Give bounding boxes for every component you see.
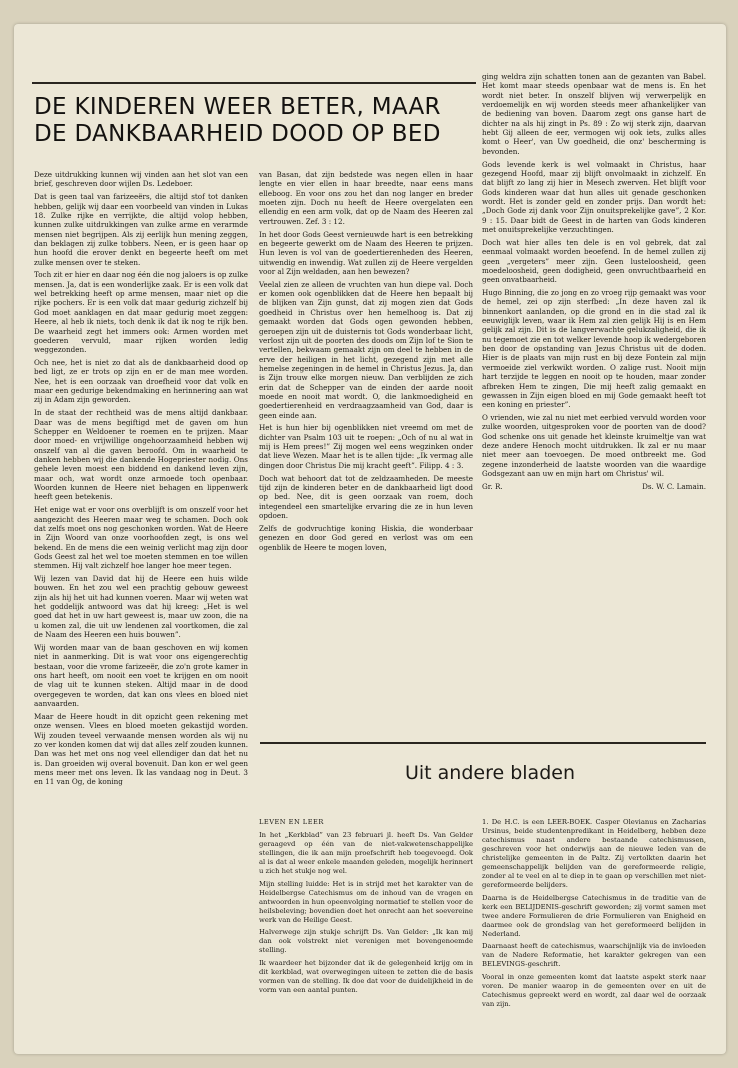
paragraph: 1. De H.C. is een LEER-BOEK. Casper Olevianus en Zacharias Ursinus, beide studentenpredikant in Heidelberg, hebben deze catechismus naast andere bestaande catechismussen, geschreven voor het onderwijs aan de nieuwe leden van de christelijke gemeenten in de Paltz. Zij vertolkten daarin het gemeenschappelijk belijden van de gereformeerde religie, zonder al te veel en al te diep in te gaan op verschillen met niet-gereformeerde belijders. [482, 818, 706, 889]
paragraph: Zelfs de godvruchtige koning Hiskia, die wonderbaar genezen en door God gered en verlost was om een ogenblik de Heere te mogen loven, [259, 523, 473, 552]
newspaper-page [14, 24, 726, 1054]
paragraph: Dat is geen taal van farizeeërs, die altijd stof tot danken hebben, gelijk wij daar een voorbeeld van vinden in Lukas 18. Zulke rijke en verrijkte, die altijd volop hebben, kunnen zulke uitdrukkingen van zulke arme en verarmde mensen niet begrijpen. Als zij eerlijk hun mening zeggen, dan beklagen zij zulke tobbers. Neen, er is geen haar op hun hoofd die erover denkt en begeerte heeft om met zulke mensen over te steken. [34, 192, 248, 267]
section-heading: LEVEN EN LEER [259, 818, 324, 826]
paragraph: Gods levende kerk is wel volmaakt in Christus, haar gezegend Hoofd, maar zij blijft onvolmaakt in zichzelf. En dat blijft zo lang zij hier in Mesech zwerven. Het blijft voor Gods kinderen waar dat hun alles uit genade geschonken wordt. Het is zonder geld en zonder prijs. Dan wordt het: „Doch Gode zij dank voor Zijn onuitsprekelijke gave”, 2 Kor. 9 : 15. Daar bidt de Geest in de harten van Gods kinderen met onuitsprekelijke verzuchtingen. [482, 159, 706, 234]
paragraph: Och nee, het is niet zo dat als de dankbaarheid dood op bed ligt, ze er trots op zijn en er de man mee worden. Nee, het is een oorzaak van droefheid voor dat volk en maar een gedurige bekendmaking en herinnering aan wat zij in Adam zijn geworden. [34, 358, 248, 405]
paragraph: O vrienden, wie zal nu niet met eerbied vervuld worden voor zulke woorden, uitgesproken voor de poorten van de dood? God schenke ons uit genade het kleinste kruimeltje van wat deze andere Henoch mocht uitdrukken. Ik zal er nu maar niet meer aan toevoegen. De moed ontbreekt me. God zegene inzonderheid de laatste woorden van die waardige Godsgezant aan uw en mijn hart om Christus' wil. [482, 413, 706, 479]
paragraph: Daarna is de Heidelbergse Catechismus in de traditie van de kerk een BELIJDENIS-geschrift geworden; zij vormt samen met twee andere Formulieren de drie Formulieren van Enigheid en daarmee ook de grondslag van het gereformeerd belijden in Nederland. [482, 893, 706, 938]
paragraph: Toch zit er hier en daar nog één die nog jaloers is op zulke mensen. Ja, dat is een wonderlijke zaak. Er is een volk dat wel betrekking heeft op arme mensen, maar niet op die rijke pochers. Er is een volk dat maar gedurig zichzelf bij God moet aanklagen en dat maar gedurig moet zeggen: Heere, al heb ik niets, toch denk ik dat ik nog te rijk ben. De waarheid zegt het immers ook: Armen worden met goederen vervuld, maar rijken worden ledig weggezonden. [34, 270, 248, 355]
column-2 [259, 170, 473, 555]
top-rule [32, 82, 476, 84]
column-2b [259, 818, 473, 998]
column-3b [482, 818, 706, 1012]
paragraph: Maar de Heere houdt in dit opzicht geen rekening met onze wensen. Vlees en bloed moeten gekastijd worden. Wij zouden teveel verwaande mensen worden als wij nu zo ver konden komen dat wij dat alles zelf zouden kunnen. Dan was het met ons nog veel ellendiger dan dat het nu is. Dan groeiden wij overal bovenuit. Dan kon er wel geen mens meer met ons leven. Ik las vandaag nog in Deut. 3 en 11 van Og, de koning [34, 711, 248, 787]
paragraph: Deze uitdrukking kunnen wij vinden aan het slot van een brief, geschreven door wijlen Ds. Ledeboer. [34, 170, 248, 189]
paragraph: Vooral in onze gemeenten komt dat laatste aspekt sterk naar voren. De manier waarop in de gemeenten over en uit de Catechismus gepreekt werd en wordt, zal daar wel de oorzaak van zijn. [482, 972, 706, 1008]
paragraph: Het is hun hier bij ogenblikken niet vreemd om met de dichter van Psalm 103 uit te roepen: „Och of nu al wat in mij is Hem prees!” Zij mogen wel eens wegzinken onder dat lieve Wezen. Maar het is te allen tijde: „Ik vermag alle dingen door Christus Die mij kracht geeft”. Filipp. 4 : 3. [259, 423, 473, 470]
paragraph: Wij lezen van David dat hij de Heere een huis wilde bouwen. En het zou wel een prachtig gebouw geweest zijn als hij het uit had kunnen voeren. Maar wij weten wat het goddelijk antwoord was dat hij kreeg: „Het is wel goed dat het in uw hart geweest is, maar uw zoon, die na u komen zal, die uit uw lendenen zal voortkomen, die zal de Naam des Heeren een huis bouwen”. [34, 574, 248, 640]
paragraph: Halverwege zijn stukje schrijft Ds. Van Gelder: „Ik kan mij dan ook volstrekt niet verenigen met bovengenoemde stelling. [259, 928, 473, 954]
paragraph: In de staat der rechtheid was de mens altijd dankbaar. Daar was de mens begiftigd met de gaven om hun Schepper en Weldoener te roemen en te prijzen. Maar door moed- en vrijwillige ongehoorzaamheid hebben wij onszelf van al die gaven beroofd. Om in waarheid te danken hebben wij die dankende Hogepriester nodig. Ons gehele leven moest een biddend en dankend leven zijn, maar och, wat wordt onze armoede toch openbaar. Woorden kunnen de Heere niet behagen en lippenwerk heeft geen betekenis. [34, 408, 248, 502]
column-3 [482, 72, 706, 495]
paragraph: Doch wat behoort dat tot de zeldzaamheden. De meeste tijd zijn de kinderen beter en de dankbaarheid ligt dood op bed. Nee, dit is geen oorzaak van roem, doch integendeel een smartelijke ervaring die ze in hun leven opdoen. [259, 473, 473, 521]
paragraph: Het enige wat er voor ons overblijft is om onszelf voor het aangezicht des Heeren maar weg te schamen. Doch ook dat zelfs moet ons nog geschonken worden. Wat de Heere in Zijn Woord van onze voorhoofden zegt, is ons wel bekend. En de mens die een weinig verlicht mag zijn door Gods Geest zal het wel toe moeten stemmen en toe willen stemmen. Hij valt zichzelf hoe langer hoe meer tegen. [34, 505, 248, 571]
signature-line [482, 482, 706, 491]
paragraph: Wij worden maar van de baan geschoven en wij komen niet in aanmerking. Dit is wat voor ons eigengerechtig bestaan, voor die vrome farizeeër, die zo'n grote kamer in ons hart heeft, om nooit een voet te krijgen en om nooit de vlag uit te kunnen steken. Altijd maar in de dood overgegeven te worden, dat kan ons vlees en bloed niet aanvaarden. [34, 643, 248, 709]
column-1 [34, 170, 248, 790]
paragraph: Mijn stelling luidde: Het is in strijd met het karakter van de Heidelbergse Catechismus om de inhoud van de vragen en antwoorden in hun opeenvolging normatief te stellen voor de heilsbeleving; bovendien doet het onrecht aan het soevereine werk van de Heilige Geest. [259, 879, 473, 924]
paragraph: In het „Kerkblad” van 23 februari jl. heeft Ds. Van Gelder geraagevd op één van de niet-vakwetenschappelijke stellingen, die ik aan mijn proefschrift heb toegevoegd. Ook al is dat al weer enkele maanden geleden, mogelijk herinnert u zich het stukje nog wel. [259, 831, 473, 875]
paragraph: Doch wat hier alles ten dele is en vol gebrek, dat zal eenmaal volmaakt worden beoefend. In de hemel zullen zij geen „vergeters” meer zijn. Geen lusteloosheid, geen moedeloosheid, geen dodigheid, geen onvruchtbaarheid en geen onvatbaarheid. [482, 237, 706, 285]
headline: DE KINDEREN WEER BETER, MAAR DE DANKBAARHEID DOOD OP BED [34, 94, 441, 147]
section-rule [260, 742, 706, 744]
paragraph: Hugo Binning, die zo jong en zo vroeg rijp gemaakt was voor de hemel, zei op zijn sterfbed: „In deze haven zal ik binnenkort aanlanden, op die grond en in die stad zal ik eeuwiglijk leven, waar ik Hem zal zien gelijk Hij is en Hem gelijk zal zijn. Dit is de langverwachte gelukzaligheid, die ik nu tegemoet zie en tot welker levende hoop ik wedergeboren ben door de opstanding van Jezus Christus uit de doden. Hier is de plaats van mijn rust en bij deze Fontein zal mijn vermoeide ziel verkwikt worden. O zalige rust. Nooit mijn hart terzijde te leggen en nooit op te houden, maar zonder afbreken Hem te zingen, Die mij heeft zalig gemaakt en gewassen in Zijn eigen bloed en mij Gode gemaakt heeft tot een koning en priester”. [482, 288, 706, 410]
paragraph: Veelal zien ze alleen de vruchten van hun diepe val. Doch er komen ook ogenblikken dat de Heere hen bepaalt bij de blijken van Zijn gunst, dat zij mogen zien dat Gods goedheid in Christus over hen hemelhoog is. Dat zij gemaakt worden dat Gods ogen gewonden hebben, geroepen zijn uit de duisternis tot Gods wonderbaar licht, verlost zijn uit de poorten des doods om Zijn lof te Sion te vertellen, bekwaam gemaakt zijn om deel te hebben in de erve der heiligen in het licht, gezegend zijn met alle hemelse zegeningen in de hemel in Christus Jezus. Ja, dan is Zijn trouw elke morgen nieuw. Dan verblijden ze zich erin dat de Schepper van de einden der aarde nooit moede en nooit mat wordt. O, die lankmoedigheid en goedertierenheid en verdraagzaamheid van God, daar is geen einde aan. [259, 279, 473, 420]
paragraph: van Basan, dat zijn bedstede was negen ellen in haar lengte en vier ellen in haar breedte, naar eens mans elleboog. En voor ons zou het dan nog langer en breder moeten zijn. Doch nu heeft de Heere overgelaten een ellendig en een arm volk, dat op de Naam des Heeren zal vertrouwen. Zef. 3 : 12. [259, 170, 473, 226]
paragraph: In het door Gods Geest vernieuwde hart is een betrekking en begeerte gewerkt om de Naam des Heeren te prijzen. Hun leven is vol van de goedertierenheden des Heeren, uitwendig en inwendig. Wat zullen zij de Heere vergelden voor al Zijn weldaden, aan hen bewezen? [259, 229, 473, 276]
paragraph: Ik waardeer het bijzonder dat ik de gelegenheid krijg om in dit kerkblad, wat overwegingen uiteen te zetten die de basis vormen van de stelling. Ik doe dat voor de duidelijkheid in de vorm van een aantal punten. [259, 958, 473, 994]
signature-initials: Gr. R. [482, 481, 503, 491]
paragraph: Daarnaast heeft de catechismus, waarschijnlijk via de invloeden van de Nadere Reformatie, het karakter gekregen van een BELEVINGS-geschrift. [482, 942, 706, 968]
paragraph: ging weldra zijn schatten tonen aan de gezanten van Babel. Het komt maar steeds openbaar wat de mens is. En het wordt niet beter. In onszelf blijven wij verwerpelijk en verdoemelijk en wij worden steeds meer afhankelijker van de bediening van boven. Daarom zegt ons ganse hart de dichter na als hij zingt in Ps. 89 : Zo wij sterk zijn, daarvan hebt Gij alleen de eer, vermogen wij ook iets, zulks alles komt o Heer', van Uw goedheid, die onz' bescherming is bevonden. [482, 72, 706, 156]
section-title: Uit andere bladen [404, 762, 575, 784]
signature-author: Ds. W. C. Lamain. [642, 481, 706, 491]
